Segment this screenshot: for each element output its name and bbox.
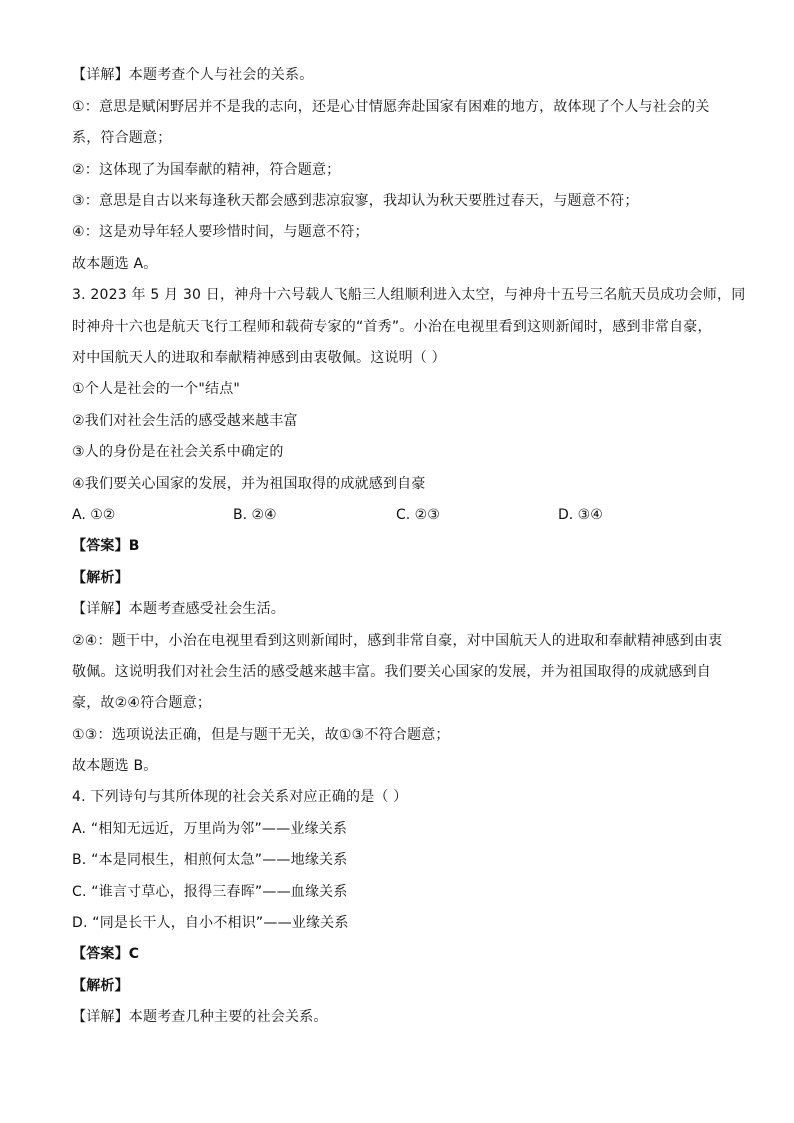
q4-option-b: B. “本是同根生，相煎何太急”——地缘关系 — [72, 852, 348, 868]
q3-item-1: ①个人是社会的一个"结点" — [72, 381, 241, 397]
q2-detail: 【详解】本题考查个人与社会的关系。 — [72, 67, 314, 83]
q3-detail: 【详解】本题考查感受社会生活。 — [72, 601, 285, 617]
q3-stem-2: 时神舟十六也是航天飞行工程师和载荷专家的“首秀”。小治在电视里看到这则新闻时，感到非常自豪， — [72, 319, 712, 335]
q3-conclusion: 故本题选 B。 — [72, 758, 158, 774]
q4-option-a: A. “相知无远近，万里尚为邻”——业缘关系 — [72, 821, 348, 837]
q2-explain-2: ②：这体现了为国奉献的精神，符合题意； — [72, 162, 341, 178]
q4-option-c: C. “谁言寸草心，报得三春晖”——血缘关系 — [72, 884, 348, 900]
q3-option-a: A. ①② — [72, 507, 116, 523]
q3-explain-1c: 豪，故②④符合题意； — [72, 695, 212, 711]
q3-analysis: 【解析】 — [72, 570, 129, 586]
q3-option-b: B. ②④ — [233, 507, 277, 523]
q4-answer: 【答案】C — [72, 946, 140, 962]
q3-stem-1: 3. 2023 年 5 月 30 日，神舟十六号载人飞船三人组顺利进入太空，与神舟十五号三名航天员成功会师，同 — [72, 287, 746, 303]
q3-item-2: ②我们对社会生活的感受越来越丰富 — [72, 413, 298, 429]
q3-option-c: C. ②③ — [396, 507, 440, 523]
q3-item-4: ④我们要关心国家的发展，并为祖国取得的成就感到自豪 — [72, 476, 426, 492]
q4-analysis: 【解析】 — [72, 978, 129, 994]
q4-option-d: D. “同是长干人，自小不相识”——业缘关系 — [72, 915, 349, 931]
q3-item-3: ③人的身份是在社会关系中确定的 — [72, 444, 284, 460]
q2-explain-3: ③：意思是自古以来每逢秋天都会感到悲凉寂寥，我却认为秋天要胜过春天，与题意不符； — [72, 193, 639, 209]
q3-explain-1b: 敬佩。这说明我们对社会生活的感受越来越丰富。我们要关心国家的发展，并为祖国取得的成就感到自 — [72, 664, 711, 680]
q3-answer: 【答案】B — [72, 538, 140, 554]
q4-stem: 4. 下列诗句与其所体现的社会关系对应正确的是（ ） — [72, 789, 408, 805]
q3-explain-1a: ②④：题干中，小治在电视里看到这则新闻时，感到非常自豪，对中国航天人的进取和奉献精神感到由衷 — [72, 633, 723, 649]
q4-detail: 【详解】本题考查几种主要的社会关系。 — [72, 1009, 328, 1025]
q3-option-d: D. ③④ — [558, 507, 603, 523]
q3-stem-3: 对中国航天人的进取和奉献精神感到由衷敬佩。这说明（ ） — [72, 350, 446, 366]
q2-explain-1b: 系，符合题意； — [72, 130, 172, 146]
q2-explain-4: ④：这是劝导年轻人要珍惜时间，与题意不符； — [72, 224, 369, 240]
q3-explain-2: ①③：选项说法正确，但是与题干无关，故①③不符合题意； — [72, 727, 450, 743]
q2-conclusion: 故本题选 A。 — [72, 256, 158, 272]
q2-explain-1a: ①：意思是赋闲野居并不是我的志向，还是心甘情愿奔赴国家有困难的地方，故体现了个人与社会的关 — [72, 99, 710, 115]
